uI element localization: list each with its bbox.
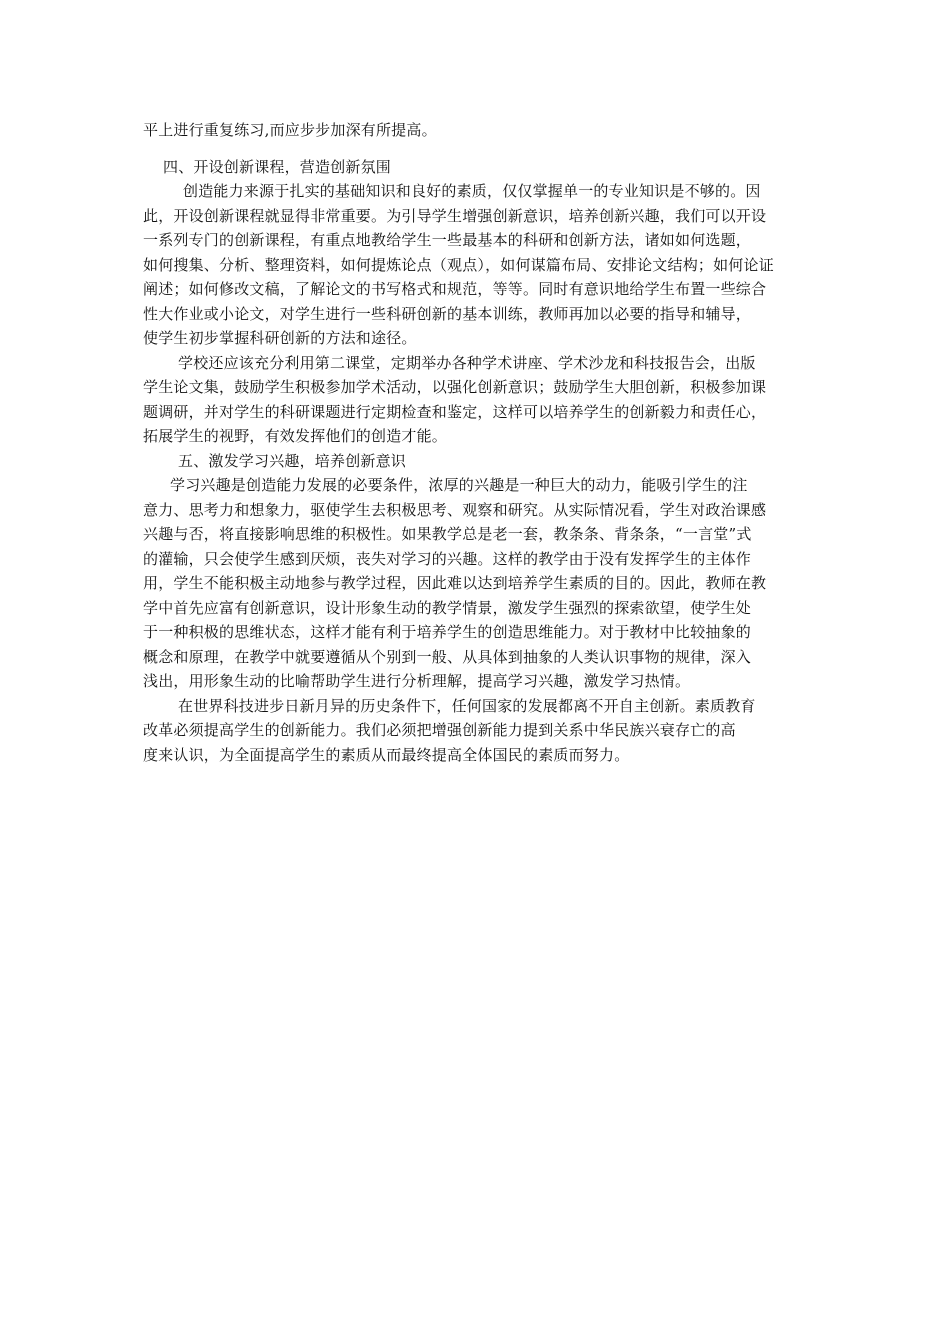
paragraph-line: 题调研，并对学生的科研课题进行定期检查和鉴定，这样可以培养学生的创新毅力和责任心，	[143, 402, 767, 421]
paragraph-line: 学中首先应富有创新意识，设计形象生动的教学情景，激发学生强烈的探索欲望，使学生处	[143, 598, 752, 617]
paragraph-line: 学生论文集，鼓励学生积极参加学术活动，以强化创新意识；鼓励学生大胆创新，积极参加课	[143, 378, 767, 396]
paragraph-line: 创造能力来源于扎实的基础知识和良好的素质，仅仅掌握单一的专业知识是不够的。因	[183, 182, 761, 200]
spacer	[143, 143, 815, 155]
paragraph-line: 一系列专门的创新课程，有重点地教给学生一些最基本的科研和创新方法，诸如如何选题，	[143, 231, 752, 249]
paragraph	[143, 179, 815, 351]
paragraph-line: 概念和原理，在教学中就要遵循从个别到一般、从具体到抽象的人类认识事物的规律，深入	[143, 647, 752, 666]
paragraph-line: 意力、思考力和想象力，驱使学生去积极思考、观察和研究。从实际情况看，学生对政治课感	[143, 500, 767, 519]
paragraph-line: 兴趣与否，将直接影响思维的积极性。如果教学总是老一套，教条条、背条条，“一言堂”式	[143, 525, 752, 543]
paragraph-line: 改革必须提高学生的创新能力。我们必须把增强创新能力提到关系中华民族兴衰存亡的高	[143, 721, 736, 739]
paragraph-line: 在世界科技进步日新月异的历史条件下，任何国家的发展都离不开自主创新。素质教育	[178, 696, 756, 715]
document-body	[143, 118, 815, 767]
paragraph-line: 性大作业或小论文，对学生进行一些科研创新的基本训练，教师再加以必要的指导和辅导，	[143, 304, 752, 323]
section-heading: 五、激发学习兴趣，培养创新意识	[178, 451, 407, 470]
paragraph	[143, 694, 815, 768]
paragraph-line: 的灌输，只会使学生感到厌烦，丧失对学习的兴趣。这样的教学由于没有发挥学生的主体作	[143, 549, 752, 568]
paragraph-line: 学习兴趣是创造能力发展的必要条件，浓厚的兴趣是一种巨大的动力，能吸引学生的注	[170, 476, 748, 494]
paragraph-line: 如何搜集、分析、整理资料，如何提炼论点（观点），如何谋篇布局、安排论文结构；如何论证	[143, 255, 774, 274]
paragraph-line: 拓展学生的视野，有效发挥他们的创造才能。	[143, 427, 448, 445]
paragraph	[143, 351, 815, 449]
paragraph-line: 于一种积极的思维状态，这样才能有利于培养学生的创造思维能力。对于教材中比较抽象的	[143, 623, 752, 641]
paragraph	[143, 473, 815, 694]
paragraph-line: 浅出，用形象生动的比喻帮助学生进行分析理解，提高学习兴趣，激发学习热情。	[143, 672, 691, 690]
paragraph-line: 使学生初步掌握科研创新的方法和途径。	[143, 329, 417, 347]
paragraph-line: 此，开设创新课程就显得非常重要。为引导学生增强创新意识，培养创新兴趣，我们可以开设	[143, 206, 767, 225]
paragraph-line: 用，学生不能积极主动地参与教学过程，因此难以达到培养学生素质的目的。因此，教师在教	[143, 574, 767, 592]
paragraph-line: 平上进行重复练习,而应步步加深有所提高。	[143, 121, 437, 139]
paragraph-line: 学校还应该充分利用第二课堂，定期举办各种学术讲座、学术沙龙和科技报告会，出版	[178, 353, 756, 372]
section-heading: 四、开设创新课程，营造创新氛围	[163, 157, 392, 176]
paragraph-line: 度来认识，为全面提高学生的素质从而最终提高全体国民的素质而努力。	[143, 745, 630, 764]
paragraph-line: 阐述；如何修改文稿，了解论文的书写格式和规范，等等。同时有意识地给学生布置一些综合	[143, 280, 767, 298]
